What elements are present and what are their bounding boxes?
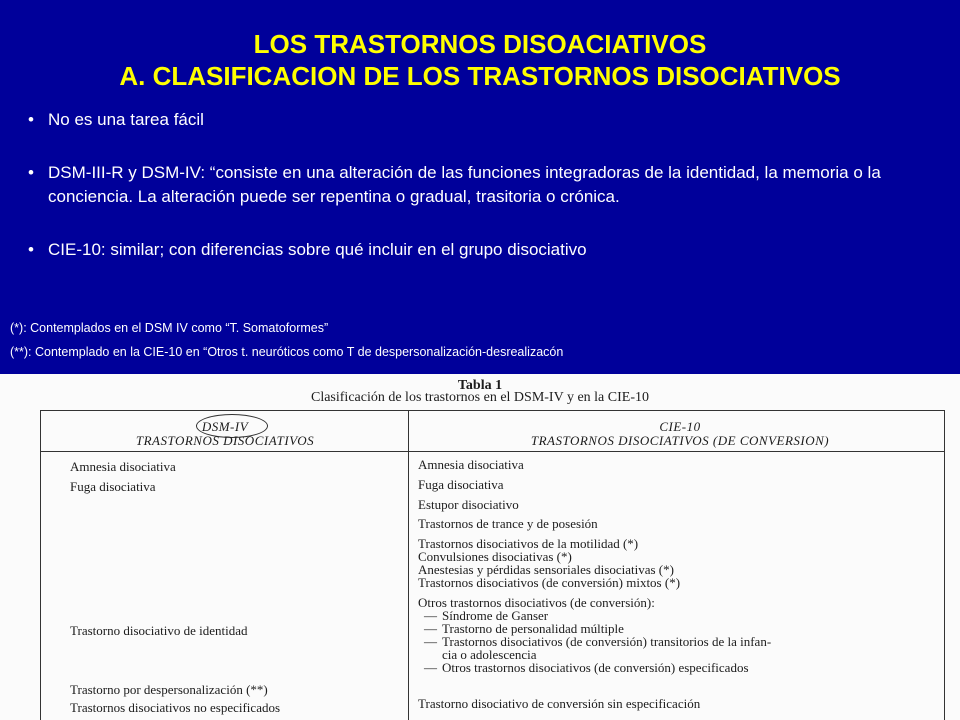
right-cell: Amnesia disociativa: [418, 457, 524, 472]
right-cell: Estupor disociativo: [418, 497, 519, 512]
dash: —: [424, 660, 437, 675]
left-header-1: DSM-IV: [201, 419, 249, 434]
right-subitem-text: Trastornos disociativos (de conversión) transitorios de la infan-: [442, 634, 772, 649]
bullet-item: • DSM-III-R y DSM-IV: “consiste en una alteración de las funciones integradoras de la identidad, la memoria o la conciencia. La alteración puede ser repentina o gradual, trasitoria o crónica.: [28, 161, 948, 209]
left-cell: Trastorno disociativo de identidad: [70, 623, 248, 638]
left-header-2: TRASTORNOS DISOCIATIVOS: [135, 433, 315, 448]
bullet-item: • No es una tarea fácil: [28, 108, 948, 132]
title-line-1: LOS TRASTORNOS DISOACIATIVOS: [253, 29, 707, 59]
right-cell: Fuga disociativa: [418, 477, 504, 492]
right-cell: Convulsiones disociativas (*): [418, 549, 572, 564]
footnote: (**): Contemplado en la CIE-10 en “Otros t. neuróticos como T de despersonalización-desrealizacón: [10, 345, 564, 359]
right-cell: Trastornos disociativos (de conversión) mixtos (*): [418, 575, 681, 590]
left-cell: Trastorno por despersonalización (**): [70, 682, 268, 697]
table-top-rule: [40, 410, 945, 411]
right-subitem-continuation: cia o adolescencia: [442, 647, 537, 662]
table-header-rule: [40, 451, 945, 452]
slide-title: [0, 28, 960, 92]
right-cell: Trastornos disociativos de la motilidad (*): [418, 536, 639, 551]
footnote: (*): Contemplados en el DSM IV como “T. Somatoformes”: [10, 321, 329, 335]
table-right-rule: [944, 410, 945, 720]
left-cell: Fuga disociativa: [70, 479, 156, 494]
right-header-2: TRASTORNOS DISOCIATIVOS (DE CONVERSION): [530, 433, 830, 448]
right-subitem: [424, 661, 749, 674]
table-column-divider: [408, 410, 409, 720]
footnotes: [10, 316, 950, 364]
bullet-item: • CIE-10: similar; con diferencias sobre qué incluir en el grupo disociativo: [28, 238, 948, 262]
right-subitem-text: Síndrome de Ganser: [442, 608, 549, 623]
right-subitem-text: Trastorno de personalidad múltiple: [442, 621, 624, 636]
right-subitem-text: Otros trastornos disociativos (de conversión) especificados: [442, 660, 749, 675]
right-header-1: CIE-10: [659, 419, 701, 434]
table-caption: Tabla 1: [457, 378, 503, 393]
right-cell: Anestesias y pérdidas sensoriales disociativas (*): [418, 562, 674, 577]
bullet-list: [28, 108, 948, 291]
dash: —: [424, 621, 437, 636]
dash: —: [424, 608, 437, 623]
title-line-2: A. CLASIFICACION DE LOS TRASTORNOS DISOCIATIVOS: [119, 61, 841, 91]
left-cell: Amnesia disociativa: [70, 459, 176, 474]
table-left-rule: [40, 410, 41, 720]
table-subtitle: Clasificación de los trastornos en el DSM-IV y en la CIE-10: [310, 390, 649, 405]
left-cell: Trastornos disociativos no especificados: [70, 700, 281, 715]
dash: —: [424, 634, 437, 649]
scanned-table-image: [0, 374, 960, 720]
right-cell: Trastorno disociativo de conversión sin especificación: [418, 696, 701, 711]
right-cell: Otros trastornos disociativos (de conversión):: [418, 595, 655, 610]
right-cell: Trastornos de trance y de posesión: [418, 516, 598, 531]
